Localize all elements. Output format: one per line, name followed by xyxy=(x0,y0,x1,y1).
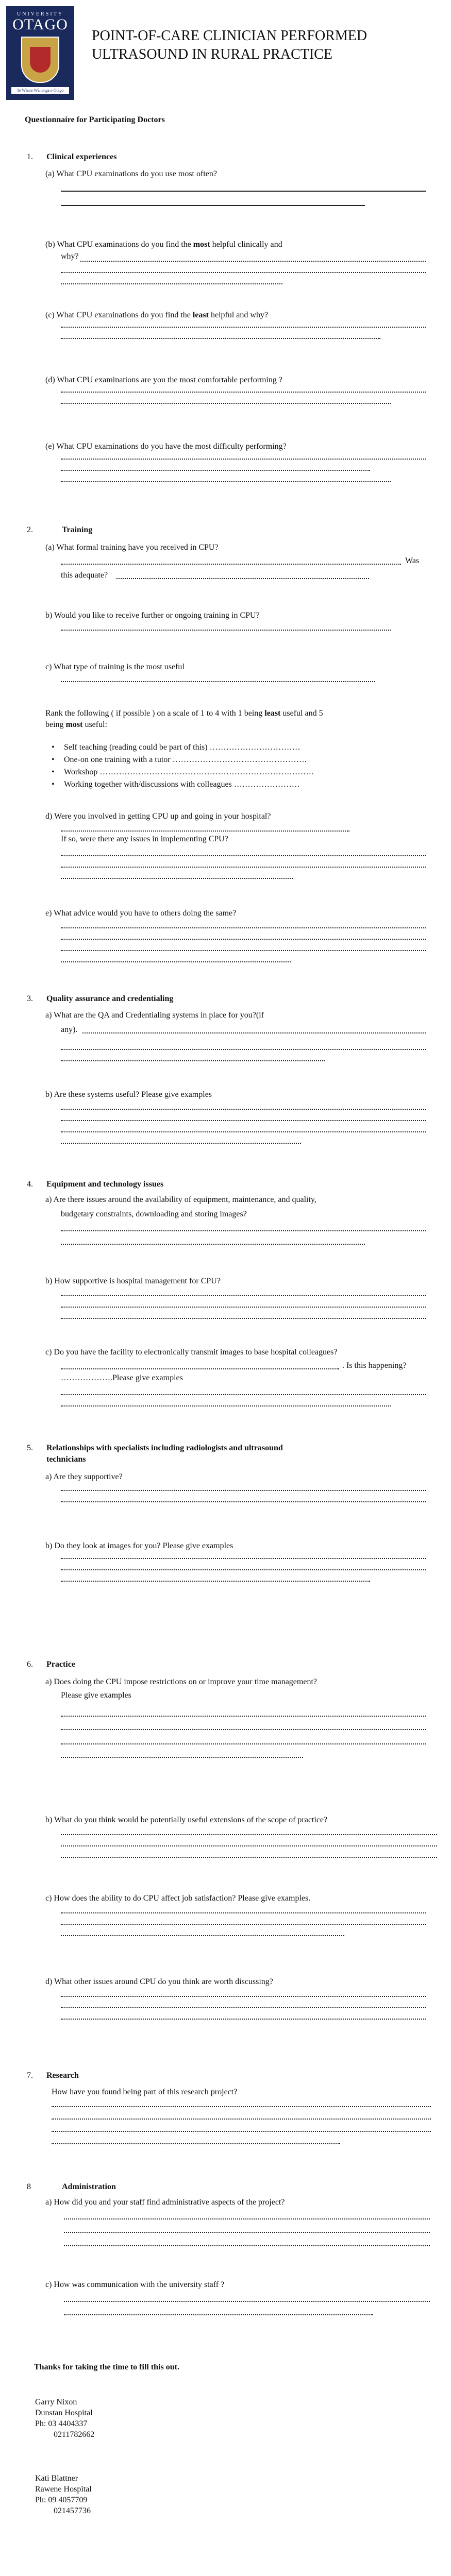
question-1b: (b) What CPU examinations do you find the most helpful clinically and xyxy=(45,240,282,249)
contact-phone: Ph: 03 4404337 xyxy=(35,2419,88,2428)
question-3a: a) What are the QA and Credentialing systems in place for you?(if xyxy=(45,1011,264,1020)
answer-line[interactable] xyxy=(64,2232,430,2233)
answer-line[interactable] xyxy=(61,1405,391,1406)
university-logo xyxy=(6,6,74,100)
answer-line[interactable] xyxy=(64,2301,430,2302)
question-6a: a) Does doing the CPU impose restrictions on or improve your time management? xyxy=(45,1677,317,1686)
answer-line[interactable] xyxy=(52,2131,431,2132)
question-1e: (e) What CPU examinations do you have the most difficulty performing? xyxy=(45,442,287,451)
question-6b: b) What do you think would be potentially useful extensions of the scope of practice? xyxy=(45,1816,328,1824)
question-3a-cont: any). xyxy=(61,1025,78,1034)
answer-line[interactable] xyxy=(61,470,370,471)
question-3b: b) Are these systems useful? Please give examples xyxy=(45,1090,212,1099)
question-1d: (d) What CPU examinations are you the most comfortable performing ? xyxy=(45,376,283,384)
answer-line[interactable] xyxy=(61,927,426,928)
ranking-instructions: Rank the following ( if possible ) on a scale of 1 to 4 with 1 being least useful and 5 being most useful: xyxy=(45,709,323,729)
answer-line[interactable] xyxy=(61,1743,426,1744)
answer-line[interactable] xyxy=(61,950,426,951)
answer-line[interactable] xyxy=(52,2119,431,2120)
ranking-item[interactable]: • Working together with/discussions with colleagues …………………… xyxy=(64,780,300,789)
answer-line[interactable] xyxy=(61,1368,339,1369)
answer-line[interactable] xyxy=(61,681,375,682)
question-4a-cont: budgetary constraints, downloading and storing images? xyxy=(61,1210,247,1218)
logo-university-text: UNIVERSITY xyxy=(17,11,63,17)
question-7: How have you found being part of this research project? xyxy=(52,2088,238,2096)
logo-motto-text: Te Whare Wānanga o Otāgo xyxy=(11,87,69,94)
answer-line[interactable] xyxy=(61,939,426,940)
document-title xyxy=(92,27,367,64)
answer-line[interactable] xyxy=(61,630,391,631)
question-2d: d) Were you involved in getting CPU up and going in your hospital? xyxy=(45,812,271,821)
contact-phone: Ph: 09 4057709 xyxy=(35,2496,88,2504)
answer-line[interactable] xyxy=(61,272,426,273)
question-4c: c) Do you have the facility to electronically transmit images to base hospital colleagues? xyxy=(45,1348,338,1357)
question-6a-cont: Please give examples xyxy=(61,1691,131,1700)
answer-line[interactable] xyxy=(61,1120,426,1121)
question-2b: b) Would you like to receive further or ongoing training in CPU? xyxy=(45,611,260,620)
answer-line[interactable] xyxy=(61,1230,426,1231)
answer-line[interactable] xyxy=(61,191,426,192)
question-8a: a) How did you and your staff find administrative aspects of the project? xyxy=(45,2198,285,2207)
answer-line[interactable] xyxy=(61,1757,303,1758)
ranking-item[interactable]: • Workshop …………………………………………………………………… xyxy=(64,768,314,777)
section-title: Clinical experiences xyxy=(46,152,117,161)
answer-line[interactable] xyxy=(61,205,365,206)
answer-line[interactable] xyxy=(61,2007,426,2008)
answer-line[interactable] xyxy=(61,1394,426,1395)
contact-phone-2: 0211782662 xyxy=(54,2430,95,2439)
answer-line[interactable] xyxy=(61,1060,325,1061)
section-1-heading xyxy=(27,152,116,162)
question-5a: a) Are they supportive? xyxy=(45,1472,123,1481)
contact-phone-2: 021457736 xyxy=(54,2506,91,2515)
contact-org: Dunstan Hospital xyxy=(35,2409,93,2417)
question-2c: c) What type of training is the most useful xyxy=(45,663,185,671)
answer-line[interactable] xyxy=(61,867,426,868)
title-line-1: POINT-OF-CARE CLINICIAN PERFORMED xyxy=(92,28,368,44)
section-5-heading: 5. Relationships with specialists including radiologists and ultrasound technicians xyxy=(27,1444,283,1464)
ranking-item[interactable]: • Self teaching (reading could be part of this) …………………………… xyxy=(64,743,300,752)
contact-name: Garry Nixon xyxy=(35,2398,77,2406)
question-2a-adequate: this adequate? xyxy=(61,571,108,580)
question-6c: c) How does the ability to do CPU affect job satisfaction? Please give examples. xyxy=(45,1894,311,1903)
answer-line[interactable] xyxy=(61,403,391,404)
contact-block xyxy=(35,2397,94,2440)
answer-line[interactable] xyxy=(61,564,401,565)
section-6-heading: 6. Practice xyxy=(27,1660,75,1669)
answer-line[interactable] xyxy=(64,2314,373,2315)
answer-line[interactable] xyxy=(52,2143,340,2144)
question-2e: e) What advice would you have to others doing the same? xyxy=(45,909,237,918)
section-number: 1. xyxy=(27,152,33,161)
question-6d: d) What other issues around CPU do you think are worth discussing? xyxy=(45,1977,273,1986)
answer-line[interactable] xyxy=(61,392,426,393)
contact-org: Rawene Hospital xyxy=(35,2485,92,2494)
answer-line[interactable] xyxy=(61,1857,437,1858)
answer-line[interactable] xyxy=(52,2106,431,2107)
answer-line[interactable] xyxy=(61,1996,426,1997)
answer-line[interactable] xyxy=(61,1924,426,1925)
question-5b: b) Do they look at images for you? Please give examples xyxy=(45,1541,233,1550)
answer-line[interactable] xyxy=(61,1558,426,1559)
question-2a: (a) What formal training have you received in CPU? xyxy=(45,543,219,552)
title-line-2: ULTRASOUND IN RURAL PRACTICE xyxy=(92,46,332,62)
section-3-heading: 3. Quality assurance and credentialing xyxy=(27,994,174,1003)
answer-line[interactable] xyxy=(61,1716,426,1717)
question-4b: b) How supportive is hospital management for CPU? xyxy=(45,1277,221,1285)
answer-line[interactable] xyxy=(61,1501,426,1502)
section-4-heading: 4. Equipment and technology issues xyxy=(27,1180,164,1189)
answer-line[interactable] xyxy=(82,1032,426,1033)
answer-line[interactable] xyxy=(61,1935,344,1936)
section-2-heading: 2. Training xyxy=(27,526,93,534)
questionnaire-title: Questionnaire for Participating Doctors xyxy=(25,115,165,124)
answer-line[interactable] xyxy=(61,481,391,482)
question-4a: a) Are there issues around the availability of equipment, maintenance, and quality, xyxy=(45,1195,316,1204)
answer-line[interactable] xyxy=(61,878,293,879)
answer-line[interactable] xyxy=(61,2019,426,2020)
section-7-heading: 7. Research xyxy=(27,2071,79,2080)
answer-line[interactable] xyxy=(61,831,349,832)
answer-line[interactable] xyxy=(61,327,426,328)
answer-line[interactable] xyxy=(61,1049,426,1050)
question-2a-was: Was xyxy=(405,556,420,565)
answer-line[interactable] xyxy=(61,1244,365,1245)
answer-line[interactable] xyxy=(61,1307,426,1308)
ranking-item[interactable]: • One-on one training with a tutor …………………………………………. xyxy=(64,755,307,765)
answer-line[interactable] xyxy=(61,855,426,856)
question-4c-examples: ……………….Please give examples xyxy=(61,1374,183,1382)
question-4c-happening: . Is this happening? xyxy=(342,1361,407,1370)
crest-icon xyxy=(21,37,59,83)
answer-line[interactable] xyxy=(61,338,380,339)
question-8c: c) How was communication with the university staff ? xyxy=(45,2280,225,2289)
answer-line[interactable] xyxy=(61,1131,426,1132)
answer-line[interactable] xyxy=(64,2218,430,2219)
question-1c: (c) What CPU examinations do you find the least helpful and why? xyxy=(45,311,269,319)
answer-line[interactable] xyxy=(61,1109,426,1110)
contact-name: Kati Blattner xyxy=(35,2474,78,2483)
answer-line[interactable] xyxy=(64,2245,430,2246)
contact-block xyxy=(35,2473,92,2516)
answer-line[interactable] xyxy=(61,1729,426,1730)
answer-line[interactable] xyxy=(61,1490,426,1491)
answer-line[interactable] xyxy=(80,261,426,262)
question-1b-cont: why? xyxy=(61,252,79,261)
section-8-heading: 8 Administration xyxy=(27,2182,116,2191)
thank-you-text: Thanks for taking the time to fill this out. xyxy=(34,2363,179,2371)
answer-line[interactable] xyxy=(61,283,282,284)
answer-line[interactable] xyxy=(61,1845,437,1846)
question-2d-cont: If so, were there any issues in implementing CPU? xyxy=(61,835,228,843)
logo-name-text: OTAGO xyxy=(12,16,68,33)
answer-line[interactable] xyxy=(61,459,426,460)
answer-line[interactable] xyxy=(61,1143,301,1144)
answer-line[interactable] xyxy=(61,1912,426,1913)
answer-line[interactable] xyxy=(61,1581,370,1582)
answer-line[interactable] xyxy=(61,1318,426,1319)
answer-line[interactable] xyxy=(61,961,291,962)
answer-line[interactable] xyxy=(61,1569,426,1570)
answer-line[interactable] xyxy=(61,1834,437,1835)
question-1a: (a) What CPU examinations do you use most often? xyxy=(45,170,217,178)
answer-line[interactable] xyxy=(61,1295,426,1296)
answer-line[interactable] xyxy=(116,578,369,579)
